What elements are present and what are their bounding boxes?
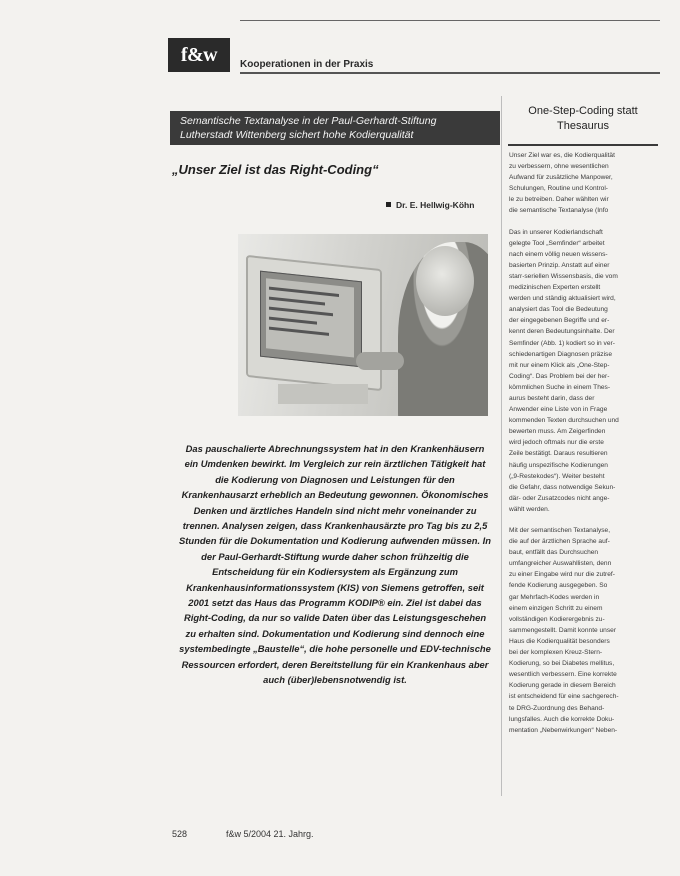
sidebar-line: nach einem völlig neuen wissens- [509, 250, 608, 258]
sidebar-line: zu verbessern, ohne wesentlichen [509, 163, 609, 171]
sidebar-line: Mit der semantischen Textanalyse, [509, 527, 611, 534]
sidebar-line: där- oder Zusatzcodes nicht ange- [509, 494, 610, 502]
header-top-rule [240, 20, 660, 21]
sidebar-line: lungsfalles. Auch die korrekte Doku- [509, 715, 615, 723]
paragraph-gap [509, 515, 656, 525]
sidebar-line: der eingegebenen Begriffe und er- [509, 317, 610, 325]
sidebar-line: Aufwand für zusätzliche Manpower, [509, 174, 613, 182]
sidebar-line: gelegte Tool „Semfinder“ arbeitet [509, 239, 605, 247]
column-divider [501, 96, 502, 796]
journal-citation: f&w 5/2004 21. Jahrg. [226, 829, 314, 839]
sidebar-line: („9-Restekodes“). Weiter besteht [509, 472, 605, 480]
sidebar-line: gar Mehrfach-Kodes werden in [509, 593, 600, 601]
sidebar-line: sammengestellt. Damit konnte unser [509, 626, 617, 634]
sidebar-line: wird jedoch oftmals nur die erste [509, 439, 604, 447]
article-headline: „Unser Ziel ist das Right-Coding“ [172, 162, 379, 177]
sidebar-title-line-1: One-Step-Coding statt [528, 105, 638, 117]
section-label: Kooperationen in der Praxis [240, 59, 374, 70]
kicker-line-1: Semantische Textanalyse in der Paul-Gerhardt-Stiftung [180, 115, 437, 127]
author-bullet-icon [386, 202, 391, 207]
sidebar-line: vollständigen Kodierergebnis zu- [509, 615, 605, 623]
sidebar-line: wählt werden. [509, 505, 550, 513]
sidebar-line: analysiert das Tool die Bedeutung [509, 306, 608, 314]
sidebar-line: starr-seriellen Wissensbasis, die vom [509, 272, 618, 280]
sidebar-line: baut, entfällt das Durchsuchen [509, 549, 599, 557]
header-rule [240, 72, 660, 74]
article-abstract: Das pauschalierte Abrechnungssystem hat in den Krankenhäusern ein Umdenken bewirkt. Im Vergleich zur rein ärztlichen Tätigkeit hat die Kodierung von Diagnosen und Leistungen für den Krankenhausarzt erheblich an Bedeutung gewonnen. Ökonomisches Denken und ärztliches Handeln sind nicht mehr voneinander zu trennen. Analysen zeigen, dass Krankenhausärzte pro Tag bis zu 2,5 Stunden für die Dokumentation und Kodierung aufwenden müssen. In der Paul-Gerhardt-Stiftung wurde daher schon frühzeitig die Entscheidung für ein Kodiersystem als Ergänzung zum Krankenhausinformationssystem (KIS) von Siemens getroffen, seit 2001 setzt das Haus das Programm KODIP® ein. Ziel ist dabei das Right-Coding, da nur so valide Daten über das Leistungsgeschehen zu erhalten sind. Dokumentation und Kodierung sind dennoch eine systembedingte „Baustelle“, die hohe personelle und EDV-technische Ressourcen erfordert, deren Bereitstellung für ein Krankenhaus aber auch (über)lebensnotwendig ist. [179, 443, 491, 686]
fw-logo: f&w [168, 38, 230, 72]
sidebar-line: bewerten muss. Am Zeigerfinden [509, 428, 606, 436]
sidebar-line: Haus die Kodierqualität besonders [509, 637, 610, 645]
sidebar-title [508, 104, 658, 134]
sidebar-line: Semfinder (Abb. 1) kodiert so in ver- [509, 339, 615, 347]
sidebar-line: die semantische Textanalyse (Info [509, 207, 609, 215]
sidebar-text [509, 150, 656, 736]
sidebar-line: Unser Ziel war es, die Kodierqualität [509, 152, 615, 159]
sidebar-line: mit nur einem Klick als „One-Step- [509, 361, 610, 369]
sidebar-line: le zu betreiben. Daher wählten wir [509, 196, 609, 204]
sidebar-line: wesentlich verbessern. Eine korrekte [509, 671, 617, 679]
sidebar-line: ist entscheidend für eine sachgerech- [509, 693, 619, 701]
sidebar-line: aurus besteht darin, dass der [509, 394, 595, 402]
sidebar-line: die auf der ärztlichen Sprache auf- [509, 538, 610, 546]
sidebar-line: Kodierung, so bei Diabetes mellitus, [509, 660, 615, 668]
author-name: Dr. E. Hellwig-Köhn [396, 200, 475, 210]
sidebar-line: die Gefahr, dass notwendige Sekun- [509, 483, 616, 491]
sidebar-line: kommenden Texten durchsuchen und [509, 417, 619, 425]
sidebar-line: te DRG-Zuordnung des Behand- [509, 704, 605, 712]
sidebar-line: mentation „Nebenwirkungen“ Neben- [509, 726, 618, 734]
sidebar-title-line-2: Thesaurus [557, 120, 609, 132]
sidebar-line: kömmlichen Suche in einem Thes- [509, 383, 611, 391]
article-kicker [170, 111, 500, 145]
sidebar-line: Coding“. Das Problem bei der her- [509, 372, 610, 380]
sidebar-line: fende Kodierung ausgegeben. So [509, 582, 608, 590]
sidebar-line: zu einer Eingabe wird nur die zutref- [509, 571, 615, 579]
paragraph-gap [509, 217, 656, 227]
sidebar-line: umfangreicher Auswahllisten, denn [509, 560, 612, 568]
sidebar-rule [508, 144, 658, 146]
sidebar-line: Schulungen, Routine und Kontrol- [509, 185, 608, 193]
sidebar-line: Das in unserer Kodierlandschaft [509, 228, 603, 236]
sidebar-line: bei der komplexen Kreuz-Stern- [509, 649, 603, 657]
sidebar-line: Anwender eine Liste von in Frage [509, 406, 608, 414]
sidebar-line: häufig unspezifische Kodierungen [509, 461, 608, 469]
sidebar-line: basierten Prinzip. Anstatt auf einer [509, 261, 610, 269]
sidebar-line: werden und ständig aktualisiert wird, [509, 295, 616, 303]
sidebar-line: kennt deren Bedeutungsinhalte. Der [509, 328, 615, 336]
sidebar-line: medizinischen Experten erstellt [509, 284, 601, 292]
sidebar-line: Kodierung gerade in diesem Bereich [509, 682, 616, 690]
article-photo [238, 234, 488, 416]
sidebar-line: einem einzigen Schritt zu einem [509, 604, 603, 612]
sidebar-line: Zeile bestätigt. Daraus resultieren [509, 450, 608, 458]
screen-shape [260, 271, 362, 368]
author-line [386, 200, 474, 210]
sidebar-line: schiedenartigen Diagnosen präzise [509, 350, 613, 358]
page-number: 528 [172, 829, 188, 839]
kicker-line-2: Lutherstadt Wittenberg sichert hohe Kodierqualität [180, 129, 414, 141]
